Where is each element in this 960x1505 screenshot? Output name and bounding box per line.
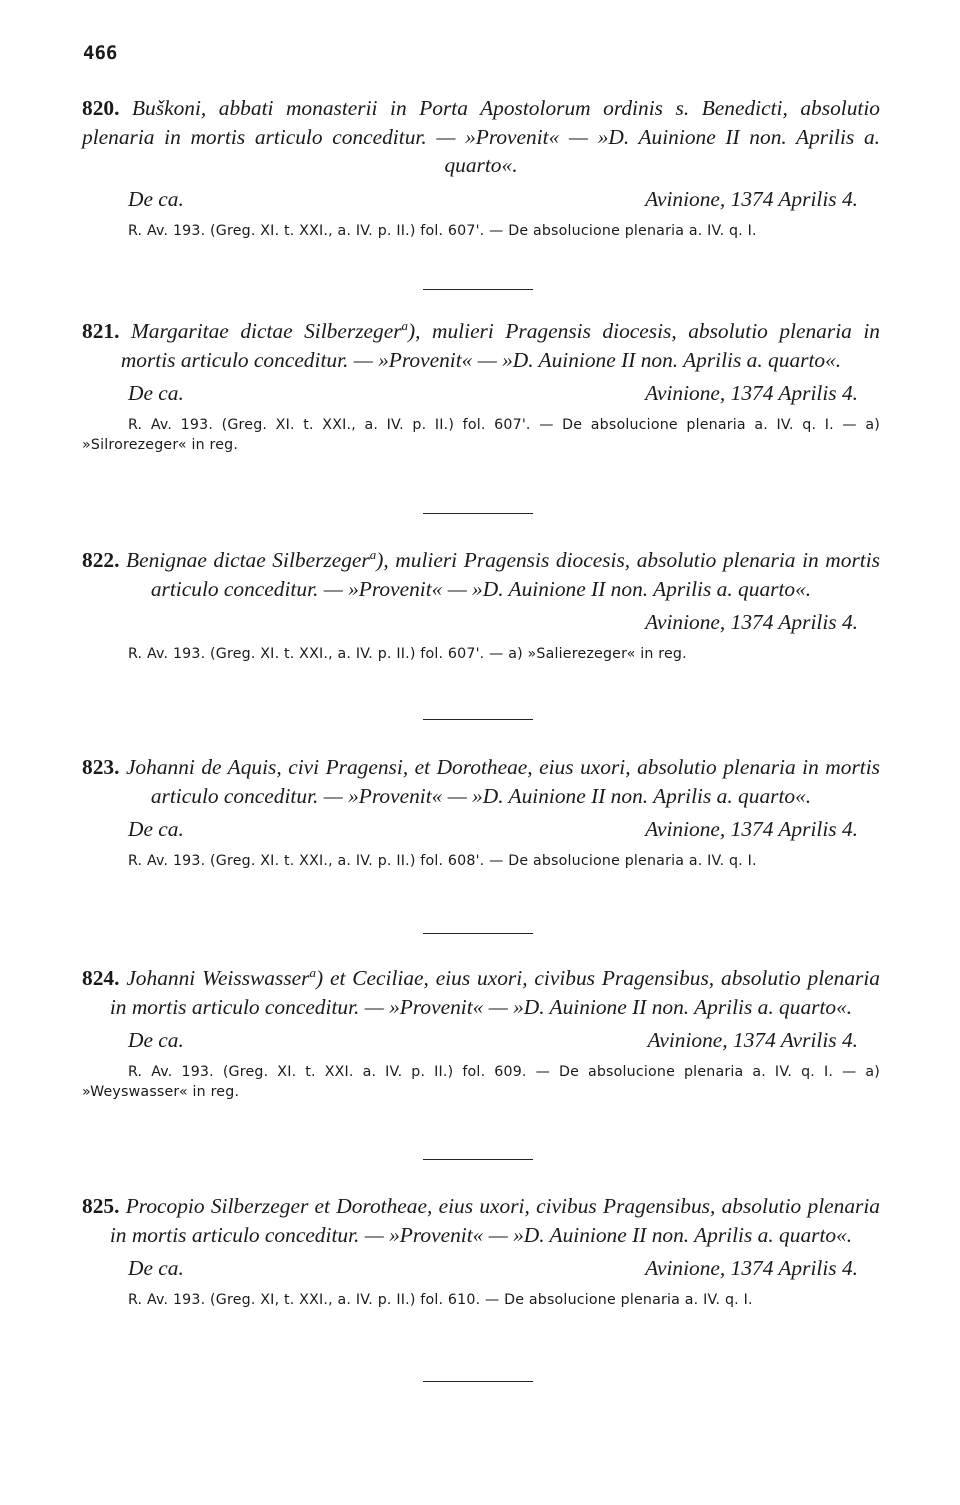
source-note: R. Av. 193. (Greg. XI. t. XXI., a. IV. p. II.) fol. 607'. — a) »Salierezeger« in reg. [128, 646, 687, 662]
entry-number: 820. [82, 96, 120, 120]
source-note: R. Av. 193. (Greg. XI. t. XXI. a. IV. p. II.) fol. 609. — De absolucione plenaria a. IV. q. I. — a) »Weyswasser« in reg. [82, 1064, 880, 1100]
separator-rule [423, 933, 533, 934]
entry-822 [82, 546, 880, 664]
place-date: Avinione, 1374 Aprilis 4. [645, 610, 858, 634]
footnote-marker: a [401, 317, 409, 333]
de-ca-label: De ca. [128, 817, 184, 841]
separator-rule [423, 1159, 533, 1160]
entry-number: 825. [82, 1194, 120, 1218]
entry-title-text-cont: ), mulieri Pragensis diocesis, absolutio plenaria in mortis articulo conceditur. — »Provenit« — »D. Auinione II non. Aprilis a. quarto«. [150, 548, 880, 601]
entry-820 [82, 94, 880, 241]
place-date: Avinione, 1374 Aprilis 4. [645, 1256, 858, 1280]
entry-824 [82, 964, 880, 1102]
entry-title-text: Johanni Weisswasser [126, 966, 310, 990]
entry-title-text: Benignae dictae Silberzeger [126, 548, 370, 572]
entry-number: 824. [82, 966, 120, 990]
dateline [82, 606, 880, 640]
place-date: Avinione, 1374 Aprilis 4. [645, 381, 858, 405]
entry-title-text: Procopio Silberzeger et Dorotheae, eius uxori, civibus Pragensibus, absolutio plenaria in mortis articulo conceditur. — »Provenit« — »D. Auinione II non. Aprilis a. quarto«. [109, 1194, 880, 1247]
entry-title-text: Margaritae dictae Silberzeger [130, 319, 402, 343]
entry-title-text: Buškoni, abbati monasterii in Porta Apostolorum ordinis s. Benedicti, absolutio plenaria in mortis articulo conceditur. — »Provenit« — »D. Auinione II non. Aprilis a. quarto«. [82, 96, 880, 177]
entry-title [82, 546, 880, 603]
de-ca-label: De ca. [128, 186, 184, 211]
entry-title [82, 753, 880, 810]
entry-823 [82, 753, 880, 871]
footnote-marker: a [369, 546, 377, 562]
source-note: R. Av. 193. (Greg. XI. t. XXI., a. IV. p. II.) fol. 608'. — De absolucione plenaria a. IV. q. I. [128, 853, 757, 869]
entry-825 [82, 1192, 880, 1310]
entry-number: 823. [82, 755, 120, 779]
source-note: R. Av. 193. (Greg. XI. t. XXI., a. IV. p. II.) fol. 607'. — De absolucione plenaria a. IV. q. I. — a) »Silrorezeger« in reg. [82, 417, 880, 453]
place-date: Avinione, 1374 Avrilis 4. [647, 1028, 858, 1052]
source-note: R. Av. 193. (Greg. XI. t. XXI., a. IV. p. II.) fol. 607'. — De absolucione plenaria a. IV. q. I. [128, 222, 757, 239]
entry-title [82, 1192, 880, 1249]
separator-rule [423, 513, 533, 514]
de-ca-label: De ca. [128, 381, 184, 405]
de-ca-label: De ca. [128, 1028, 184, 1052]
entry-title-text-cont: ) et Ceciliae, eius uxori, civibus Pragensibus, absolutio plenaria in mortis articulo conceditur. — »Provenit« — »D. Auinione II non. Aprilis a. quarto«. [109, 966, 880, 1019]
separator-rule [423, 289, 533, 290]
separator-rule [423, 719, 533, 720]
dateline [82, 813, 880, 847]
dateline [82, 1252, 880, 1286]
entry-title-text-cont: ), mulieri Pragensis diocesis, absolutio plenaria in mortis articulo conceditur. — »Provenit« — »D. Auinione II non. Aprilis a. quarto«. [120, 319, 880, 372]
entry-title [82, 94, 880, 180]
de-ca-label: De ca. [128, 1256, 184, 1280]
entry-number: 821. [82, 319, 120, 343]
place-date: Avinione, 1374 Aprilis 4. [645, 817, 858, 841]
dateline [82, 377, 880, 411]
entry-821 [82, 317, 880, 455]
footnote-marker: a [309, 964, 316, 980]
entry-title-text: Johanni de Aquis, civi Pragensi, et Dorotheae, eius uxori, absolutio plenaria in mortis articulo conceditur. — »Provenit« — »D. Auinione II non. Aprilis a. quarto«. [125, 755, 880, 808]
dateline [82, 1024, 880, 1058]
place-date: Avinione, 1374 Aprilis 4. [645, 186, 858, 211]
dateline [82, 183, 880, 217]
entry-title [82, 317, 880, 374]
separator-rule [423, 1381, 533, 1382]
source-note: R. Av. 193. (Greg. XI, t. XXI., a. IV. p. II.) fol. 610. — De absolucione plenaria a. IV. q. I. [128, 1292, 753, 1308]
entry-title [82, 964, 880, 1021]
page-number: 466 [83, 42, 118, 64]
entry-number: 822. [82, 548, 120, 572]
